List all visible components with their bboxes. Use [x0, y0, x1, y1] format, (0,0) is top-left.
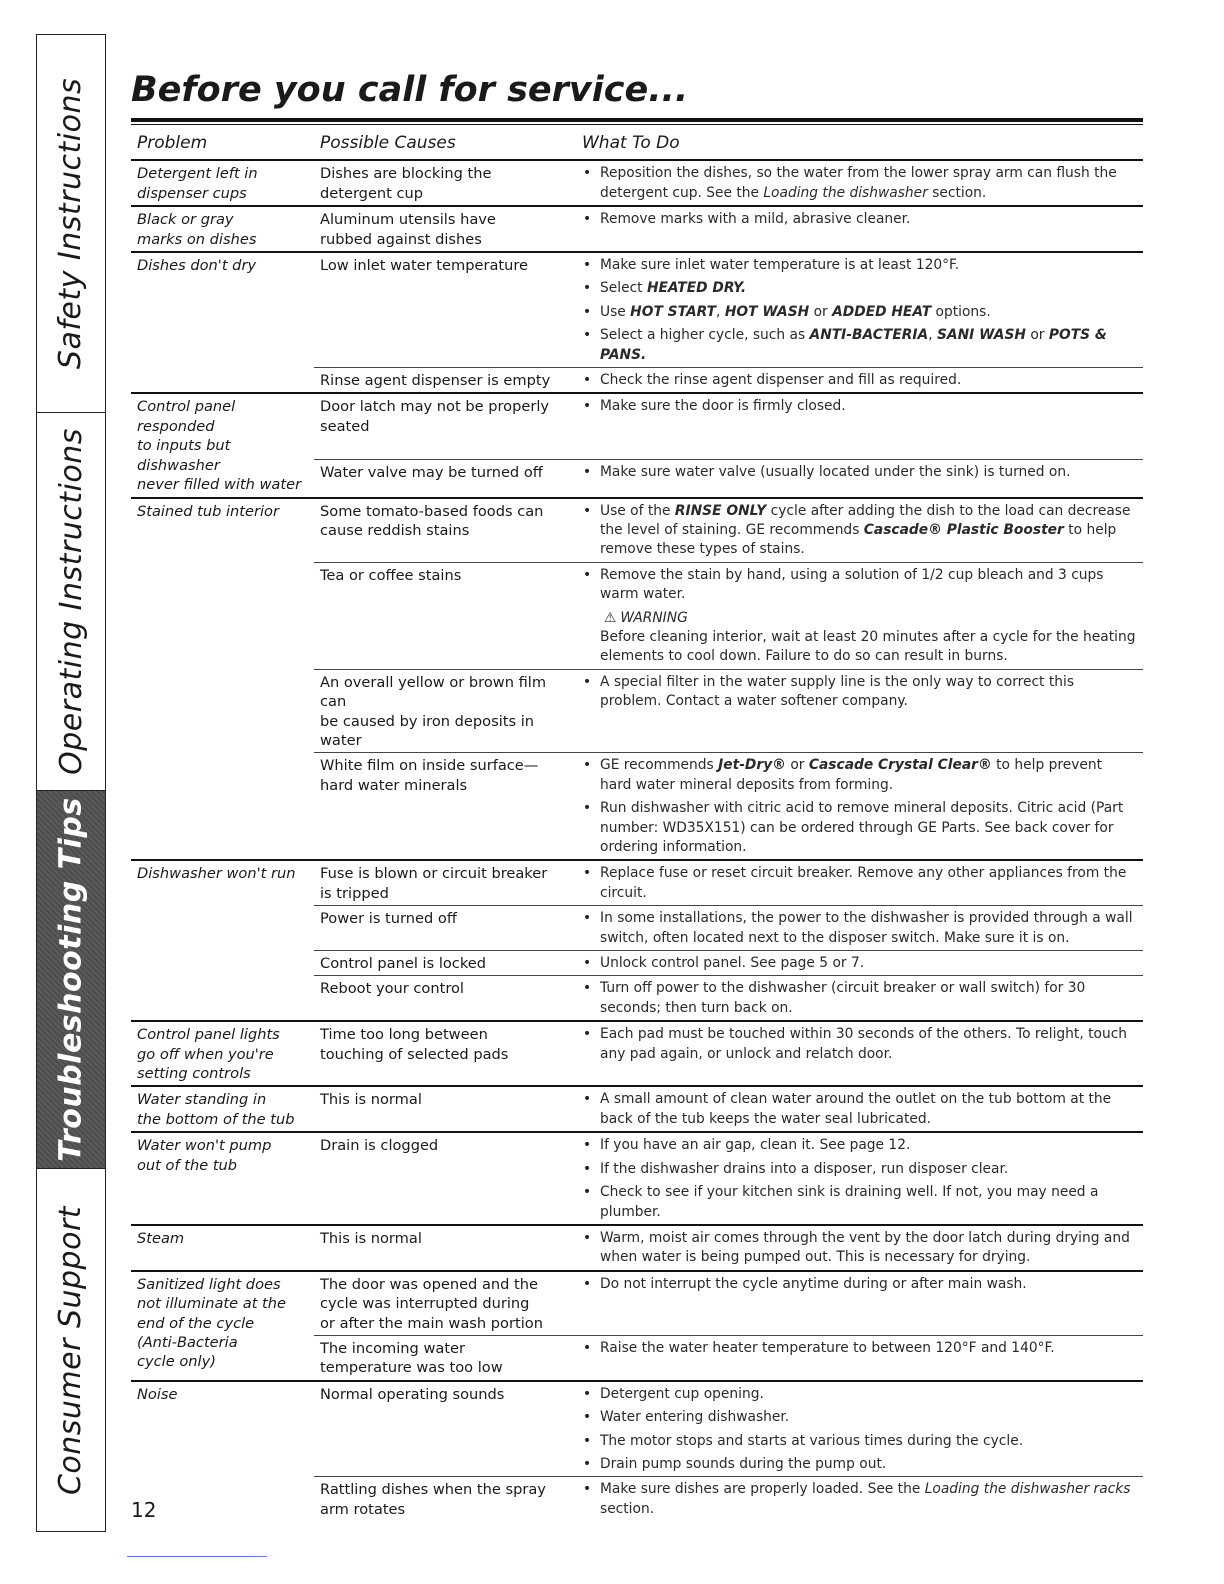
cause-cell: An overall yellow or brown film can be caused by iron deposits in water [314, 669, 576, 753]
remedy-text: Loading the dishwasher racks [924, 1481, 1131, 1498]
remedy-text: In some installations, the power to the dishwasher is provided through a wall switch, often located next to the disposer switch. Make sure it is on. [600, 910, 1133, 946]
remedy-list [582, 1385, 1137, 1475]
cause-cell: This is normal [314, 1086, 576, 1132]
title-rule [131, 118, 1143, 125]
remedy-item [582, 1025, 1137, 1064]
remedy-text: Water entering dishwasher. [600, 1409, 790, 1426]
remedy-list [582, 502, 1137, 560]
remedy-text: HEATED DRY. [646, 280, 747, 297]
table-header-row [131, 128, 1143, 160]
remedy-text: Loading the dishwasher [763, 184, 928, 201]
page-number: 12 [131, 1498, 157, 1522]
remedy-text: Cascade® Plastic Booster [863, 521, 1064, 538]
remedy-text: Cascade Crystal Clear® [808, 757, 992, 774]
remedy-text: Reposition the dishes, so the water from the lower spray arm can flush the detergent cup. See the [600, 165, 1117, 201]
cause-cell: Power is turned off [314, 906, 576, 951]
remedy-text: Select a higher cycle, such as [600, 327, 810, 344]
remedy-text: or [1025, 327, 1049, 344]
cause-cell: Time too long between touching of selected pads [314, 1021, 576, 1086]
cause-cell: The door was opened and the cycle was interrupted during or after the main wash portion [314, 1271, 576, 1336]
what-to-do-cell [576, 1335, 1143, 1380]
what-to-do-cell [576, 951, 1143, 976]
what-to-do-cell [576, 1271, 1143, 1336]
table-row [131, 1086, 1143, 1132]
remedy-list [582, 1229, 1137, 1268]
remedy-list [582, 463, 1137, 482]
table-row [131, 498, 1143, 563]
remedy-list [582, 1136, 1137, 1222]
remedy-text: or [785, 757, 809, 774]
problem-cell: Noise [131, 1381, 314, 1521]
tab-safety-instructions[interactable] [37, 35, 105, 413]
cause-cell: Door latch may not be properly seated [314, 393, 576, 459]
what-to-do-cell [576, 906, 1143, 951]
remedy-text: Run dishwasher with citric acid to remove mineral deposits. Citric acid (Part number: WD35X151) can be ordered through GE Parts. See back cover for ordering information. [600, 800, 1124, 855]
remedy-text: cycle after adding the dish to the load can decrease the level of staining. GE recommends [600, 502, 1131, 538]
remedy-text: If you have an air gap, clean it. See page 12. [600, 1137, 911, 1154]
cause-cell: Some tomato-based foods can cause reddish stains [314, 498, 576, 563]
table-row [131, 1021, 1143, 1086]
header-possible-causes: Possible Causes [314, 128, 576, 160]
what-to-do-cell [576, 1381, 1143, 1477]
tab-troubleshooting-tips[interactable] [37, 791, 105, 1169]
remedy-text: Make sure dishes are properly loaded. See the [600, 1481, 925, 1498]
remedy-list [582, 954, 1137, 973]
remedy-text: POTS & PANS. [600, 327, 1107, 363]
table-row [131, 860, 1143, 905]
remedy-text: Warm, moist air comes through the vent by the door latch during drying and when water is being pumped out. This is necessary for drying. [600, 1229, 1130, 1266]
cause-cell: Drain is clogged [314, 1132, 576, 1225]
remedy-text: Check to see if your kitchen sink is draining well. If not, you may need a plumber. [600, 1184, 1099, 1220]
problem-cell: Control panel responded to inputs but dishwasher never filled with water [131, 393, 314, 497]
troubleshooting-table [131, 128, 1143, 1521]
remedy-text: to help remove these types of stains. [600, 521, 1117, 558]
remedy-text: SANI WASH [936, 327, 1026, 344]
remedy-item [582, 1480, 1137, 1519]
remedy-item [582, 1136, 1137, 1155]
remedy-item [582, 397, 1137, 416]
remedy-list [582, 1275, 1137, 1294]
problem-cell: Dishes don't dry [131, 252, 314, 393]
cause-cell: Aluminum utensils have rubbed against dishes [314, 206, 576, 252]
tab-operating-instructions[interactable] [37, 413, 105, 791]
cause-cell: Rattling dishes when the spray arm rotates [314, 1477, 576, 1521]
remedy-text: Make sure inlet water temperature is at least 120°F. [600, 257, 960, 274]
cause-cell: Control panel is locked [314, 951, 576, 976]
remedy-text: Each pad must be touched within 30 seconds of the others. To relight, touch any pad again, or unlock and relatch door. [600, 1026, 1128, 1062]
remedy-list [582, 909, 1137, 948]
remedy-text: Replace fuse or reset circuit breaker. Remove any other appliances from the circuit. [600, 865, 1127, 901]
cause-cell: White film on inside surface— hard water minerals [314, 753, 576, 861]
table-row [131, 252, 1143, 368]
remedy-text: Make sure water valve (usually located under the sink) is turned on. [600, 464, 1071, 481]
cause-cell: Fuse is blown or circuit breaker is tripped [314, 860, 576, 905]
cause-cell: Tea or coffee stains [314, 562, 576, 669]
remedy-item [582, 1160, 1137, 1179]
remedy-text: A small amount of clean water around the outlet on the tub bottom at the back of the tub keeps the water seal lubricated. [600, 1091, 1112, 1127]
remedy-list [582, 371, 1137, 390]
remedy-text: Make sure the door is firmly closed. [600, 398, 846, 415]
what-to-do-cell [576, 1086, 1143, 1132]
tab-label: Consumer Support [53, 1205, 89, 1495]
what-to-do-cell [576, 206, 1143, 252]
remedy-text: Select [600, 280, 647, 297]
remedy-text: ANTI-BACTERIA [809, 327, 929, 344]
cause-cell: Low inlet water temperature [314, 252, 576, 368]
remedy-list [582, 864, 1137, 903]
remedy-item [582, 1090, 1137, 1129]
table-row [131, 1132, 1143, 1225]
remedy-text: The motor stops and starts at various times during the cycle. [600, 1432, 1024, 1449]
table-body [131, 160, 1143, 1521]
remedy-text: Detergent cup opening. [600, 1385, 764, 1402]
remedy-text: HOT WASH [724, 303, 810, 320]
cause-cell: Reboot your control [314, 976, 576, 1021]
warning-icon: ⚠ [604, 609, 617, 626]
cause-cell: Dishes are blocking the detergent cup [320, 165, 492, 202]
what-to-do-cell [576, 669, 1143, 753]
remedy-item [582, 1339, 1137, 1358]
remedy-item [582, 673, 1137, 712]
remedy-text: or [809, 303, 833, 320]
remedy-list [582, 1339, 1137, 1358]
table-row [131, 160, 1143, 206]
cause-cell: This is normal [314, 1225, 576, 1271]
remedy-item [582, 1229, 1137, 1268]
remedy-item [582, 1432, 1137, 1451]
remedy-text: Jet-Dry® [718, 757, 786, 774]
remedy-text: Turn off power to the dishwasher (circuit breaker or wall switch) for 30 seconds; then turn back on. [600, 980, 1086, 1016]
remedy-item [582, 566, 1137, 605]
tab-label: Operating Instructions [53, 428, 89, 775]
what-to-do-cell [576, 252, 1143, 368]
remedy-text: section. [600, 1500, 655, 1517]
tab-label: Troubleshooting Tips [53, 797, 89, 1162]
table-row [131, 206, 1143, 252]
remedy-item [582, 1183, 1137, 1222]
problem-cell: Sanitized light does not illuminate at the end of the cycle (Anti-Bacteria cycle only) [131, 1271, 314, 1381]
remedy-item [582, 371, 1137, 390]
remedy-list [582, 397, 1137, 416]
remedy-item [582, 279, 1137, 298]
remedy-text: Use of the [600, 502, 675, 519]
cause-cell: Normal operating sounds [314, 1381, 576, 1477]
table-row [131, 1225, 1143, 1271]
section-tabs [36, 34, 106, 1532]
problem-cell: Water standing in the bottom of the tub [131, 1086, 314, 1132]
remedy-item [582, 1408, 1137, 1427]
remedy-list [582, 1480, 1137, 1519]
warning-text: Before cleaning interior, wait at least 20 minutes after a cycle for the heating elements to cool down. Failure to do so can result in burns. [600, 628, 1136, 665]
remedy-text: , [716, 303, 725, 320]
remedy-text: Remove marks with a mild, abrasive cleaner. [600, 211, 911, 228]
what-to-do-cell [576, 160, 1143, 206]
remedy-text: Remove the stain by hand, using a solution of 1/2 cup bleach and 3 cups warm water. [600, 566, 1104, 603]
remedy-item [582, 463, 1137, 482]
bottom-rule [127, 1556, 267, 1557]
problem-cell: Dishwasher won't run [131, 860, 314, 1021]
header-what-to-do: What To Do [576, 128, 1143, 160]
remedy-item [582, 909, 1137, 948]
remedy-text: If the dishwasher drains into a disposer, run disposer clear. [600, 1160, 1009, 1177]
warning-block [582, 609, 1137, 667]
problem-cell: Stained tub interior [131, 498, 314, 861]
what-to-do-cell [576, 1132, 1143, 1225]
table-row [131, 1271, 1143, 1336]
what-to-do-cell [576, 460, 1143, 498]
table-row [131, 1381, 1143, 1477]
remedy-text: GE recommends [600, 757, 719, 774]
remedy-text: ADDED HEAT [832, 303, 932, 320]
remedy-item [582, 799, 1137, 857]
remedy-text: A special filter in the water supply line is the only way to correct this problem. Contact a water softener company. [600, 673, 1075, 710]
cause-cell: The incoming water temperature was too low [314, 1335, 576, 1380]
tab-label: Safety Instructions [53, 77, 89, 370]
remedy-list [582, 210, 1137, 229]
remedy-item [582, 756, 1137, 795]
what-to-do-cell [576, 393, 1143, 459]
remedy-list [582, 673, 1137, 712]
what-to-do-cell [576, 976, 1143, 1021]
remedy-text: Drain pump sounds during the pump out. [600, 1455, 887, 1472]
remedy-item [582, 502, 1137, 560]
what-to-do-cell [576, 753, 1143, 861]
page-title: Before you call for service... [131, 70, 689, 110]
remedy-text: section. [927, 184, 987, 201]
what-to-do-cell [576, 498, 1143, 563]
problem-cell: Steam [131, 1225, 314, 1271]
remedy-item [582, 979, 1137, 1018]
remedy-text: options. [931, 303, 991, 320]
remedy-item [582, 1455, 1137, 1474]
remedy-text: , [928, 327, 937, 344]
remedy-list [582, 979, 1137, 1018]
table-row [131, 393, 1143, 459]
remedy-list [582, 1025, 1137, 1064]
what-to-do-cell [576, 860, 1143, 905]
header-problem: Problem [131, 128, 314, 160]
remedy-text: Raise the water heater temperature to between 120°F and 140°F. [600, 1339, 1055, 1356]
remedy-item [582, 164, 1137, 203]
remedy-text: Do not interrupt the cycle anytime during or after main wash. [600, 1275, 1027, 1292]
remedy-text: RINSE ONLY [674, 502, 767, 519]
cause-cell: Rinse agent dispenser is empty [314, 368, 576, 394]
remedy-text: Use [600, 303, 631, 320]
remedy-text: Check the rinse agent dispenser and fill as required. [600, 372, 962, 389]
problem-cell: Black or gray marks on dishes [131, 206, 314, 252]
what-to-do-cell [576, 1477, 1143, 1521]
remedy-list [582, 164, 1137, 203]
problem-cell: Detergent left in dispenser cups [137, 165, 258, 202]
remedy-list [582, 256, 1137, 365]
remedy-text: to help prevent hard water mineral deposits from forming. [600, 757, 1103, 793]
remedy-item [582, 954, 1137, 973]
remedy-item [582, 210, 1137, 229]
cause-cell: Water valve may be turned off [314, 460, 576, 498]
remedy-item [582, 1275, 1137, 1294]
remedy-list [582, 756, 1137, 857]
remedy-item [582, 864, 1137, 903]
what-to-do-cell [576, 368, 1143, 394]
remedy-list [582, 566, 1137, 605]
remedy-item [582, 303, 1137, 322]
what-to-do-cell [576, 1021, 1143, 1086]
remedy-text: HOT START [630, 303, 717, 320]
problem-cell: Control panel lights go off when you're setting controls [131, 1021, 314, 1086]
remedy-item [582, 326, 1137, 365]
problem-cell: Water won't pump out of the tub [131, 1132, 314, 1225]
remedy-text: Unlock control panel. See page 5 or 7. [600, 955, 865, 972]
what-to-do-cell [576, 562, 1143, 669]
warning-title: WARNING [620, 609, 688, 626]
remedy-list [582, 1090, 1137, 1129]
what-to-do-cell [576, 1225, 1143, 1271]
tab-consumer-support[interactable] [37, 1169, 105, 1531]
remedy-item [582, 1385, 1137, 1404]
remedy-item [582, 256, 1137, 275]
